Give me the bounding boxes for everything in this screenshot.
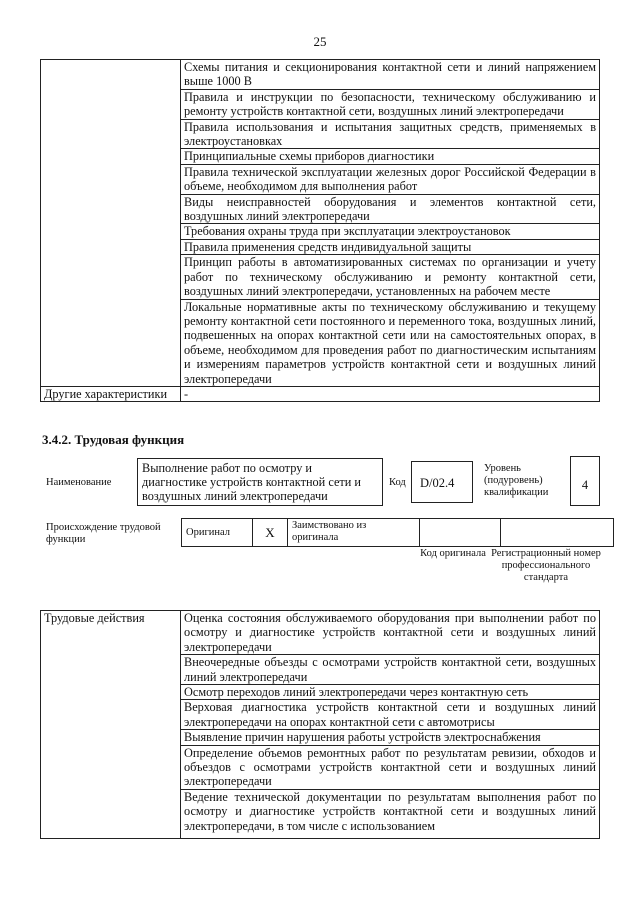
knowledge-item: Принцип работы в автоматизированных системах по организации и учету работ по техническому обслуживанию и ремонту контактной сети, воздушных линий электропередачи, установленных на рабочем месте (181, 255, 600, 299)
labour-actions-table (40, 610, 600, 839)
level-label: Уровень (подуровень) квалификации (484, 463, 549, 498)
name-label: Наименование (46, 477, 112, 488)
knowledge-table (40, 59, 600, 402)
labour-action-item-partial (181, 789, 600, 838)
labour-actions-label: Трудовые действия (41, 611, 181, 839)
knowledge-item: Правила технической эксплуатации железных дорог Российской Федерации в объеме, необходимом для выполнения работ (181, 164, 600, 194)
knowledge-item: Правила использования и испытания защитных средств, применяемых в электроустановках (181, 119, 600, 149)
labour-action-item: Оценка состояния обслуживаемого оборудования при выполнении работ по осмотру и диагностике устройств контактной сети и воздушных линий электропередачи (181, 611, 600, 655)
level-box: 4 (570, 456, 600, 506)
knowledge-item: Правила и инструкции по безопасности, техническому обслуживанию и ремонту устройств контактной сети, воздушных линий электропередачи (181, 89, 600, 119)
code-label: Код (389, 477, 406, 488)
labour-action-item: Определение объемов ремонтных работ по результатам ревизии, обходов и объездов с осмотрами устройств контактной сети и воздушных линий электропередачи (181, 745, 600, 789)
registration-number-cell (501, 519, 614, 547)
function-code-box: D/02.4 (411, 461, 473, 503)
knowledge-item: Правила применения средств индивидуальной защиты (181, 239, 600, 254)
knowledge-item: Принципиальные схемы приборов диагностики (181, 149, 600, 164)
labour-action-item: Внеочередные объезды с осмотрами устройств контактной сети, воздушных линий электропередачи (181, 655, 600, 685)
labour-action-item: Верховая диагностика устройств контактной сети и воздушных линий электропередачи на опорах контактной сети с автомотрисы (181, 700, 600, 730)
other-characteristics-value: - (181, 386, 600, 401)
labour-action-text: Ведение технической документации по результатам выполнения работ по осмотру и диагностике устройств контактной сети и воздушных линий электропередачи, в том числе с использованием (184, 789, 596, 833)
other-characteristics-label: Другие характеристики (41, 386, 181, 401)
origin-label: Происхождение трудовой функции (46, 522, 161, 545)
page-number: 25 (313, 34, 327, 49)
caption-registration-number: Регистрационный номер профессионального стандарта (491, 548, 601, 583)
caption-original-code: Код оригинала (420, 548, 486, 559)
knowledge-item: Локальные нормативные акты по техническому обслуживанию и текущему ремонту контактной сети постоянного и переменного тока, воздушных линий, подвешенных на опорах контактной сети или на самостоятельных опорах, в объеме, необходимом для проведения работ по диагностическим испытаниям и измерениям параметров устройств контактной сети и воздушных линий электропередачи (181, 299, 600, 386)
original-label: Оригинал (182, 519, 253, 547)
origin-table (181, 518, 614, 547)
section-title: 3.4.2. Трудовая функция (42, 432, 185, 447)
function-name-box: Выполнение работ по осмотру и диагностике устройств контактной сети и воздушных линий электропередачи (137, 458, 383, 506)
knowledge-item: Требования охраны труда при эксплуатации электроустановок (181, 224, 600, 239)
knowledge-item: Схемы питания и секционирования контактной сети и линий напряжением выше 1000 В (181, 60, 600, 90)
empty-label-cell (41, 60, 181, 387)
original-code-cell (420, 519, 501, 547)
labour-action-item: Осмотр переходов линий электропередачи через контактную сеть (181, 685, 600, 700)
original-mark: X (253, 519, 288, 547)
labour-action-item: Выявление причин нарушения работы устройств электроснабжения (181, 730, 600, 745)
knowledge-item: Виды неисправностей оборудования и элементов контактной сети, воздушных линий электропередачи (181, 194, 600, 224)
borrowed-label: Заимствовано из оригинала (288, 519, 420, 547)
